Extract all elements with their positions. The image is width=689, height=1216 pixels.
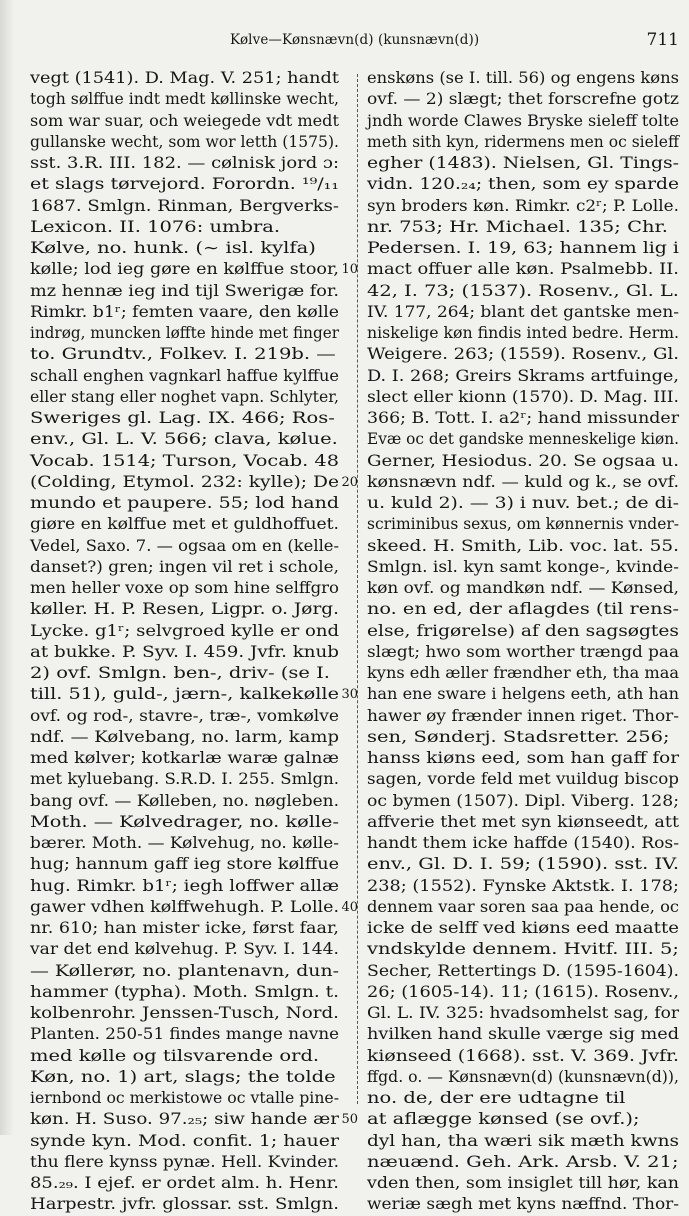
text-line: med kølver; kotkarlæ waræ galnæ <box>30 749 339 767</box>
text-line: bang ovf. — Kølleben, no. nøgleben. <box>30 791 339 810</box>
text-line: at aflægge kønsed (se ovf.); <box>367 1110 640 1129</box>
text-line: egher (1483). Nielsen, Gl. Tings- <box>367 154 679 172</box>
text-line: indrøg, muncken løffte hinde met finger <box>30 324 339 342</box>
text-line: nr. 610; han mister icke, først faar, <box>30 919 340 937</box>
text-line: Gerner, Hesiodus. 20. Se ogsaa u. <box>367 451 679 470</box>
text-line: Sweriges gl. Lag. IX. 466; Ros- <box>30 409 335 427</box>
text-line: to. Grundtv., Folkev. I. 219b. — <box>30 345 336 364</box>
text-line: dennem vaar soren saa paa hende, oc <box>367 897 679 916</box>
text-line: kønsnævn ndf. — kuld og k., se ovf. <box>367 472 679 491</box>
text-line: env., Gl. L. V. 566; clava, kølue. <box>30 430 338 449</box>
line-number: 30 <box>341 687 358 703</box>
text-line: slægt; hwo som worther trængd paa <box>367 642 679 661</box>
text-line: nr. 753; Hr. Michael. 135; Chr. <box>367 217 668 236</box>
text-line: env., Gl. D. I. 59; (1590). sst. IV. <box>367 855 679 874</box>
text-line: eller stang eller noghet vapn. Schlyter, <box>30 387 339 406</box>
line-number: 20 <box>341 474 358 490</box>
text-line: Evæ oc det gandske menneskelige kiøn. <box>367 430 679 449</box>
text-line: køn ovf. og mandkøn ndf. — Kønsed, <box>367 579 679 597</box>
text-line: hug. Rimkr. b1ʳ; iegh loffwer allæ <box>30 876 339 895</box>
text-line: no. en ed, der aflagdes (til rens- <box>367 600 679 619</box>
text-line: Køn, no. 1) art, slags; the tolde <box>30 1067 336 1086</box>
text-line: vegt (1541). D. Mag. V. 251; handt <box>30 69 339 87</box>
text-line: ovf. og rod-, stavre-, træ-, vomkølve <box>30 706 339 725</box>
right-column <box>367 68 679 1216</box>
text-line: 366; B. Tott. I. a2ʳ; hand missunder <box>367 409 679 427</box>
text-line: 42, I. 73; (1537). Rosenv., Gl. L. <box>367 281 679 300</box>
line-number: 40 <box>341 899 358 915</box>
text-line: Vocab. 1514; Turson, Vocab. 48 <box>30 451 339 470</box>
text-line: jndh worde Clawes Bryske sieleff tolte <box>367 111 679 130</box>
text-line: met kyluebang. S.R.D. I. 255. Smlgn. <box>30 770 339 789</box>
text-line: hvilken hand skulle værge sig med <box>367 1025 679 1044</box>
text-line: u. kuld 2). — 3) i nuv. bet.; de di- <box>367 494 679 512</box>
text-line: ndf. — Kølvebang, no. larm, kamp <box>30 727 339 746</box>
text-line: skeed. H. Smith, Lib. voc. lat. 55. <box>367 536 679 555</box>
text-line: Planten. 250-51 findes mange navne <box>30 1025 339 1044</box>
line-number: 10 <box>341 262 358 278</box>
text-line: Gl. L. IV. 325: hvadsomhelst sag, for <box>367 1004 679 1022</box>
text-line: syn broders køn. Rimkr. c2ʳ; P. Lolle. <box>367 196 679 215</box>
text-line: hug; hannum gaff ieg store kølffue <box>30 855 339 874</box>
left-column <box>30 68 339 1216</box>
running-header <box>0 30 689 54</box>
text-line: vidn. 120.₂₄; then, som ey sparde <box>367 175 679 194</box>
text-line: affverie thet met syn kiønseedt, att <box>367 812 679 831</box>
text-line: Secher, Rettertings D. (1595-1604). <box>367 961 679 980</box>
text-line: Rimkr. b1ʳ; femten vaare, den kølle <box>30 302 339 321</box>
text-line: mundo et paupere. 55; lod hand <box>30 494 339 512</box>
text-line: else, frigørelse) af den sagsøgtes <box>367 621 679 640</box>
text-line: meth sith kyn, ridermens men oc sieleff <box>367 132 679 151</box>
text-line: sen, Sønderj. Stadsretter. 256; <box>367 727 670 746</box>
text-line: niskelige køn findis inted bedre. Herm. <box>367 324 679 342</box>
text-line: giøre en kølffue met et guldhoffuet. <box>30 515 339 534</box>
text-line: men heller voxe op som hine selffgro <box>30 579 340 597</box>
text-line: hawer øy frænder innen riget. Thor- <box>367 706 679 725</box>
text-line: var det end kølvehug. P. Syv. I. 144. <box>30 940 339 959</box>
text-line: till. 51), guld-, jærn-, kalkekølle <box>30 685 339 704</box>
text-line: Kølve, no. hunk. (∼ isl. kylfa) <box>30 239 316 257</box>
text-line: weriæ sægh met kyns næffnd. Thor- <box>367 1195 679 1214</box>
text-line: køn. H. Suso. 97.₂₅; siw hande ær <box>30 1110 339 1129</box>
text-line: han ene sware i helgens eeth, ath han <box>367 685 679 704</box>
text-line: bærer. Moth. — Kølvehug, no. kølle- <box>30 834 339 852</box>
text-line: dyl han, tha wæri sik mæth kwns <box>367 1131 679 1150</box>
text-line: 26; (1605-14). 11; (1615). Rosenv., <box>367 982 679 1001</box>
text-line: IV. 177, 264; blant det gantske men- <box>367 302 679 321</box>
text-line: ovf. — 2) slægt; thet forscrefne gotz <box>367 90 679 109</box>
text-line: sst. 3.R. III. 182. — cølnisk jord ɔ: <box>30 154 339 172</box>
text-line: sagen, vorde feld met vuildug biscop <box>367 770 679 789</box>
text-line: no. de, der ere udtagne til <box>367 1089 626 1107</box>
text-line: iernbond oc merkistowe oc vtalle pine- <box>30 1089 339 1107</box>
text-line: vndskylde dennem. Hvitf. III. 5; <box>367 940 679 959</box>
text-line: kiønseed (1668). sst. V. 369. Jvfr. <box>367 1046 679 1065</box>
text-line: icke de selff ved kiøns eed maatte <box>367 919 679 937</box>
text-line: slect eller kionn (1570). D. Mag. III. <box>367 387 679 406</box>
text-line: enskøns (se I. till. 56) og engens køns <box>367 69 679 87</box>
text-line: Lycke. g1ʳ; selvgroed kylle er ond <box>30 621 339 640</box>
page-number: 711 <box>646 30 679 50</box>
text-line: et slags tørvejord. Forordn. ¹⁹/₁₁ <box>30 175 339 194</box>
text-line: hanss kiøns eed, som han gaff for <box>367 749 679 767</box>
text-line: mact offuer alle køn. Psalmebb. II. <box>367 260 679 279</box>
text-line: scriminibus sexus, om kønnernis vnder- <box>367 515 679 534</box>
text-line: Pedersen. I. 19, 63; hannem lig i <box>367 239 679 257</box>
text-line: 85.₂₉. I ejef. er ordet alm. h. Henr. <box>30 1174 339 1192</box>
text-line: — Køllerør, no. plantenavn, dun- <box>30 961 339 980</box>
line-number: 50 <box>341 1112 358 1128</box>
text-line: ffgd. o. — Kønsnævn(d) (kunsnævn(d)), <box>367 1067 679 1086</box>
column-divider <box>357 74 358 1104</box>
text-line: hammer (typha). Moth. Smlgn. t. <box>30 982 339 1001</box>
text-line: schall enghen vagnkarl haffue kylffue <box>30 366 339 385</box>
text-line: Weigere. 263; (1559). Rosenv., Gl. <box>367 345 679 364</box>
text-line: mz hennæ ieg ind tijl Swerigæ for. <box>30 281 339 300</box>
text-line: at bukke. P. Syv. I. 459. Jvfr. knub <box>30 642 339 661</box>
text-line: som war suar, och weiegede vdt medt <box>30 111 339 130</box>
text-line: kølle; lod ieg gøre en kølffue stoor, <box>30 260 339 279</box>
text-line: næuænd. Geh. Ark. Arsb. V. 21; <box>367 1152 679 1171</box>
text-line: Smlgn. isl. kyn samt konge-, kvinde- <box>367 557 679 576</box>
text-line: togh sølffue indt medt køllinske wecht, <box>30 90 339 109</box>
text-line: 1687. Smlgn. Rinman, Bergverks- <box>30 196 339 215</box>
text-line: 2) ovf. Smlgn. ben-, driv- (se I. <box>30 664 330 682</box>
text-line: Moth. — Kølvedrager, no. kølle- <box>30 812 339 831</box>
text-line: kolbenrohr. Jenssen-Tusch, Nord. <box>30 1004 339 1022</box>
text-line: med kølle og tilsvarende ord. <box>30 1046 320 1065</box>
text-line: 238; (1552). Fynske Aktstk. I. 178; <box>367 876 679 895</box>
text-line: Lexicon. II. 1076: umbra. <box>30 217 281 236</box>
running-title: Kølve—Kønsnævn(d) (kunsnævn(d)) <box>230 32 480 48</box>
text-line: synde kyn. Mod. confit. 1; hauer <box>30 1131 339 1150</box>
text-line: danset?) gren; ingen vil ret i schole, <box>30 557 339 576</box>
text-line: D. I. 268; Greirs Skrams artfuinge, <box>367 366 679 385</box>
text-line: (Colding, Etymol. 232: kylle); De <box>30 472 339 491</box>
text-line: vden then, som insiglet till hør, kan <box>367 1174 679 1192</box>
page-edge-shadow <box>0 0 14 1135</box>
text-line: køller. H. P. Resen, Ligpr. o. Jørg. <box>30 600 339 619</box>
text-line: handt them icke haffde (1540). Ros- <box>367 834 679 852</box>
text-line: gawer vdhen kølffwehugh. P. Lolle. <box>30 897 339 916</box>
text-line: Harpestr. jvfr. glossar. sst. Smlgn. <box>30 1195 339 1214</box>
text-line: kyns edh æller frændher eth, tha maa <box>367 664 679 682</box>
text-line: gullanske wecht, som wor letth (1575). <box>30 132 339 151</box>
text-line: Vedel, Saxo. 7. — ogsaa om en (kelle- <box>30 536 339 555</box>
text-line: oc bymen (1507). Dipl. Viberg. 128; <box>367 791 679 810</box>
text-line: thu flere kynss pynæ. Hell. Kvinder. <box>30 1152 339 1171</box>
